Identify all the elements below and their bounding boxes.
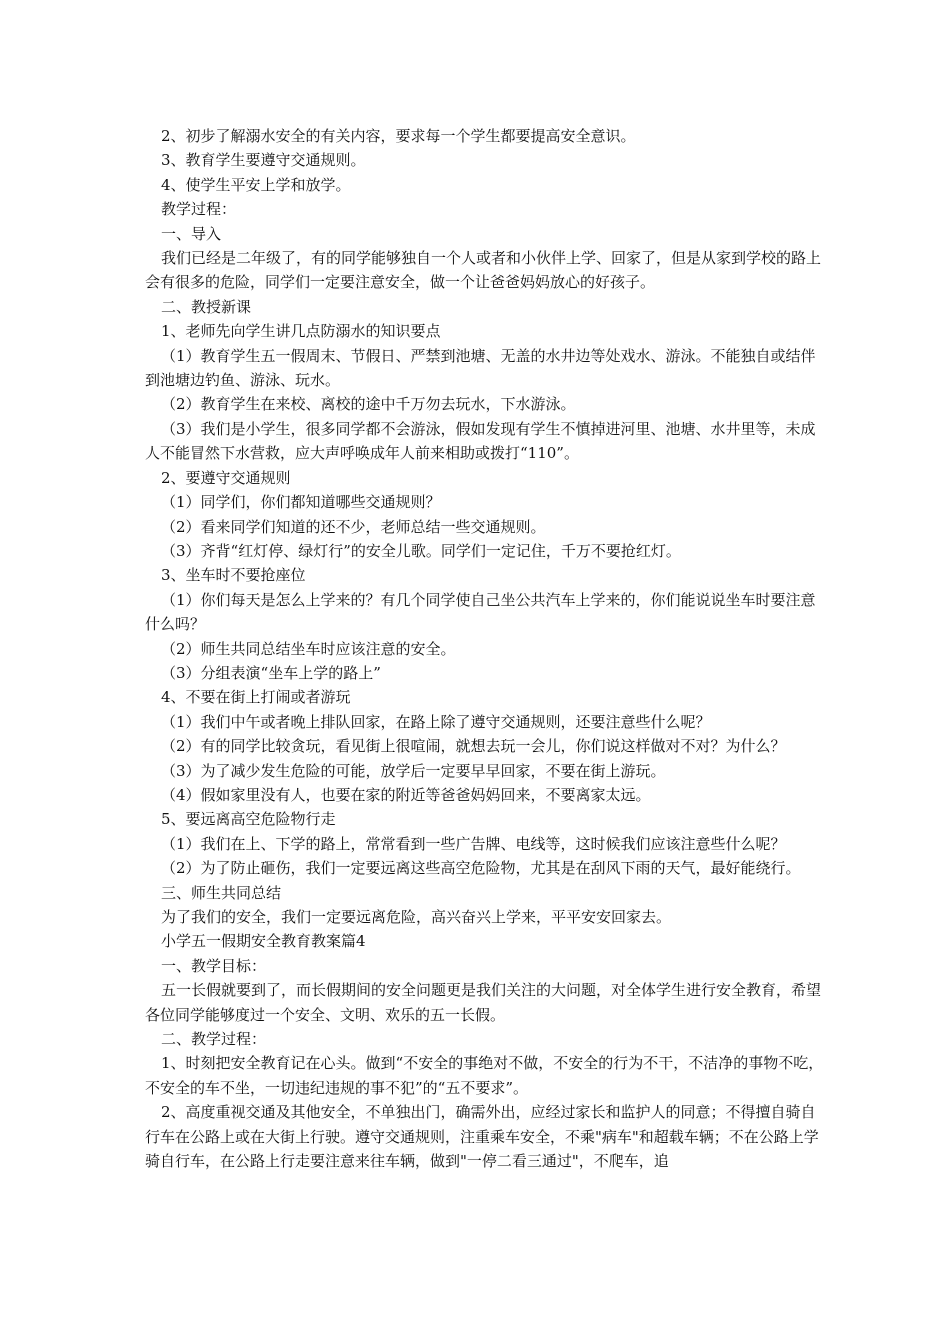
paragraph: （1）同学们，你们都知道哪些交通规则？ xyxy=(161,493,441,512)
paragraph: 小学五一假期安全教育教案篇4 xyxy=(161,932,366,951)
paragraph: 三、师生共同总结 xyxy=(161,883,282,902)
paragraph: 2、要遵守交通规则 xyxy=(161,468,291,487)
paragraph: （2）为了防止砸伤，我们一定要远离这些高空危险物，尤其是在刮风下雨的天气，最好能绕行。 xyxy=(161,859,801,878)
paragraph: 二、教授新课 xyxy=(161,297,252,316)
paragraph: 3、坐车时不要抢座位 xyxy=(161,566,306,585)
paragraph: （2）看来同学们知道的还不少，老师总结一些交通规则。 xyxy=(161,517,546,536)
paragraph: 3、教育学生要遵守交通规则。 xyxy=(161,151,366,170)
paragraph: 一、教学目标： xyxy=(161,956,267,975)
paragraph: 2、初步了解溺水安全的有关内容，要求每一个学生都要提高安全意识。 xyxy=(161,127,636,145)
paragraph: 5、要远离高空危险物行走 xyxy=(161,810,336,829)
document-page xyxy=(145,124,825,1173)
paragraph: 1、老师先向学生讲几点防溺水的知识要点 xyxy=(161,322,441,341)
paragraph: 4、使学生平安上学和放学。 xyxy=(161,175,351,194)
paragraph: 五一长假就要到了，而长假期间的安全问题更是我们关注的大问题，对全体学生进行安全教育，希望各位同学能够度过一个安全、文明、欢乐的五一长假。 xyxy=(145,981,822,1024)
paragraph: （2）有的同学比较贪玩，看见街上很喧闹，就想去玩一会儿，你们说这样做对不对？为什么？ xyxy=(161,737,786,756)
paragraph: 2、高度重视交通及其他安全，不单独出门，确需外出，应经过家长和监护人的同意；不得擅自骑自行车在公路上或在大街上行驶。遵守交通规则，注重乘车安全，不乘"病车"和超载车辆；不在公路上学骑自行车，在公路上行走要注意来往车辆，做到"一停二看三通过"，不爬车，追 xyxy=(145,1103,819,1171)
paragraph: （1）我们在上、下学的路上，常常看到一些广告牌、电线等，这时候我们应该注意些什么呢？ xyxy=(161,834,786,853)
paragraph: 1、时刻把安全教育记在心头。做到“不安全的事绝对不做，不安全的行为不干，不洁净的事物不吃，不安全的车不坐，一切违纪违规的事不犯”的“五不要求”。 xyxy=(145,1054,824,1097)
paragraph: （1）教育学生五一假周末、节假日、严禁到池塘、无盖的水井边等处戏水、游泳。不能独自或结伴到池塘边钓鱼、游泳、玩水。 xyxy=(145,346,816,390)
paragraph: （1）你们每天是怎么上学来的？有几个同学使自己坐公共汽车上学来的，你们能说说坐车时要注意什么吗？ xyxy=(145,590,816,634)
paragraph: （3）齐背“红灯停、绿灯行”的安全儿歌。同学们一定记住，千万不要抢红灯。 xyxy=(161,541,681,560)
paragraph: （4）假如家里没有人，也要在家的附近等爸爸妈妈回来，不要离家太远。 xyxy=(161,785,651,804)
paragraph: 为了我们的安全，我们一定要远离危险，高兴奋兴上学来，平平安安回家去。 xyxy=(161,908,672,926)
paragraph: （1）我们中午或者晚上排队回家，在路上除了遵守交通规则，还要注意些什么呢？ xyxy=(161,712,711,731)
paragraph: （3）我们是小学生，很多同学都不会游泳，假如发现有学生不慎掉进河里、池塘、水井里等，未成人不能冒然下水营救，应大声呼唤成年人前来相助或拨打“110”。 xyxy=(145,419,816,463)
paragraph: （2）教育学生在来校、离校的途中千万勿去玩水，下水游泳。 xyxy=(161,395,576,414)
paragraph: 一、导入 xyxy=(161,224,222,243)
paragraph: 我们已经是二年级了，有的同学能够独自一个人或者和小伙伴上学、回家了，但是从家到学校的路上会有很多的危险，同学们一定要注意安全，做一个让爸爸妈妈放心的好孩子。 xyxy=(145,249,822,292)
paragraph: （2）师生共同总结坐车时应该注意的安全。 xyxy=(161,639,456,658)
paragraph: 教学过程： xyxy=(161,200,237,219)
paragraph: 4、不要在街上打闹或者游玩 xyxy=(161,688,351,707)
paragraph: （3）为了减少发生危险的可能，放学后一定要早早回家，不要在街上游玩。 xyxy=(161,761,666,780)
paragraph: 二、教学过程： xyxy=(161,1030,267,1049)
paragraph: （3）分组表演“坐车上学的路上” xyxy=(161,663,381,682)
